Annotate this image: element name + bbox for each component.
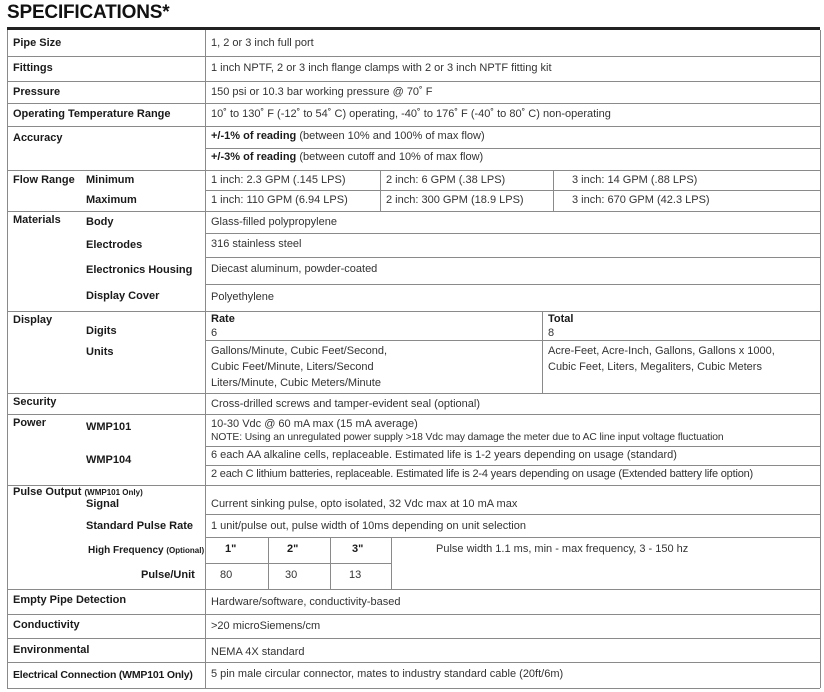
signal-label: Signal (86, 498, 120, 510)
electrodes-value: 316 stainless steel (211, 238, 302, 250)
pipe-size-value: 1, 2 or 3 inch full port (211, 37, 314, 49)
wmp101-line-2: NOTE: Using an unregulated power supply >18 Vdc may damage the meter due to AC line input voltage fluctuation (211, 432, 724, 443)
flow-min-label: Minimum (86, 174, 135, 186)
pulse-rate-value: 1 unit/pulse out, pulse width of 10ms depending on unit selection (211, 520, 526, 532)
accuracy-label: Accuracy (13, 132, 63, 144)
flow-max-2: 2 inch: 300 GPM (18.9 LPS) (386, 194, 524, 206)
electrical-label: Electrical Connection (WMP101 Only) (13, 669, 193, 681)
accuracy-1-bold: +/-1% of reading (211, 130, 297, 142)
wmp101-label: WMP101 (86, 421, 132, 433)
pulse-unit-1: 80 (220, 569, 233, 581)
pulse-unit-3: 13 (349, 569, 362, 581)
wmp104-label: WMP104 (86, 454, 132, 466)
high-freq-label (88, 544, 204, 557)
security-label: Security (13, 396, 57, 408)
display-label: Display (13, 314, 53, 326)
flow-range-label: Flow Range (13, 174, 75, 186)
cover-value: Polyethylene (211, 291, 274, 303)
wmp101-line-1: 10-30 Vdc @ 60 mA max (15 mA average) (211, 418, 418, 430)
accuracy-2-rest: (between cutoff and 10% of max flow) (299, 151, 484, 163)
units-rate-2: Cubic Feet/Minute, Liters/Second (211, 361, 374, 373)
environmental-label: Environmental (13, 644, 90, 656)
fittings-label: Fittings (13, 62, 53, 74)
units-label: Units (86, 346, 114, 358)
electrodes-label: Electrodes (86, 239, 143, 251)
digits-label: Digits (86, 325, 117, 337)
conductivity-label: Conductivity (13, 619, 80, 631)
flow-max-label: Maximum (86, 194, 137, 206)
materials-label: Materials (13, 214, 61, 226)
wmp104-line-1: 6 each AA alkaline cells, replaceable. Estimated life is 1-2 years depending on usage (standard) (211, 449, 677, 461)
power-label: Power (13, 417, 47, 429)
conductivity-value: >20 microSiemens/cm (211, 620, 321, 632)
hf-note: Pulse width 1.1 ms, min - max frequency, 3 - 150 hz (436, 543, 689, 555)
hf-size-1: 1" (225, 543, 237, 555)
hf-size-3: 3" (352, 543, 364, 555)
high-freq-title: High Frequency (88, 545, 164, 556)
housing-value: Diecast aluminum, powder-coated (211, 263, 378, 275)
fittings-value: 1 inch NPTF, 2 or 3 inch flange clamps with 2 or 3 inch NPTF fitting kit (211, 62, 552, 74)
flow-max-1: 1 inch: 110 GPM (6.94 LPS) (211, 194, 348, 206)
pulse-unit-2: 30 (285, 569, 298, 581)
temperature-label: Operating Temperature Range (13, 108, 171, 120)
pressure-value: 150 psi or 10.3 bar working pressure @ 70˚ F (211, 86, 433, 98)
electrical-value: 5 pin male circular connector, mates to industry standard cable (20ft/6m) (211, 668, 564, 680)
flow-max-3: 3 inch: 670 GPM (42.3 LPS) (572, 194, 710, 206)
wmp104-line-2: 2 each C lithium batteries, replaceable. Estimated life is 2-4 years depending on usage (Extended battery life option) (211, 468, 754, 480)
units-total-2: Cubic Feet, Liters, Megaliters, Cubic Meters (548, 361, 762, 373)
cover-label: Display Cover (86, 290, 160, 302)
accuracy-line-2 (211, 151, 483, 164)
digits-total: 8 (548, 327, 555, 339)
accuracy-line-1 (211, 130, 485, 143)
units-rate-1: Gallons/Minute, Cubic Feet/Second, (211, 345, 388, 357)
accuracy-2-bold: +/-3% of reading (211, 151, 297, 163)
pulse-rate-label: Standard Pulse Rate (86, 520, 193, 532)
accuracy-1-rest: (between 10% and 100% of max flow) (299, 130, 485, 142)
page-title: SPECIFICATIONS* (7, 2, 170, 23)
temperature-value: 10˚ to 130˚ F (-12˚ to 54˚ C) operating, -40˚ to 176˚ F (-40˚ to 80˚ C) non-operating (211, 108, 611, 120)
pulse-output-label (13, 486, 143, 499)
rate-header: Rate (211, 313, 235, 325)
environmental-value: NEMA 4X standard (211, 646, 305, 658)
pulse-output-note: (WMP101 Only) (84, 488, 143, 497)
flow-min-1: 1 inch: 2.3 GPM (.145 LPS) (211, 174, 346, 186)
empty-pipe-value: Hardware/software, conductivity-based (211, 596, 401, 608)
total-header: Total (548, 313, 574, 325)
high-freq-note: (Optional) (166, 546, 205, 555)
pressure-label: Pressure (13, 86, 61, 98)
flow-min-2: 2 inch: 6 GPM (.38 LPS) (386, 174, 506, 186)
body-label: Body (86, 216, 114, 228)
title-rule (7, 27, 820, 30)
hf-size-2: 2" (287, 543, 299, 555)
body-value: Glass-filled polypropylene (211, 216, 337, 228)
pulse-unit-label: Pulse/Unit (141, 569, 195, 581)
pulse-output-title: Pulse Output (13, 486, 82, 498)
digits-rate: 6 (211, 327, 218, 339)
housing-label: Electronics Housing (86, 264, 193, 276)
units-rate-3: Liters/Minute, Cubic Meters/Minute (211, 377, 381, 389)
empty-pipe-label: Empty Pipe Detection (13, 594, 127, 606)
flow-min-3: 3 inch: 14 GPM (.88 LPS) (572, 174, 698, 186)
pipe-size-label: Pipe Size (13, 37, 62, 49)
signal-value: Current sinking pulse, opto isolated, 32 Vdc max at 10 mA max (211, 498, 518, 510)
security-value: Cross-drilled screws and tamper-evident seal (optional) (211, 398, 481, 410)
units-total-1: Acre-Feet, Acre-Inch, Gallons, Gallons x 1000, (548, 345, 775, 357)
